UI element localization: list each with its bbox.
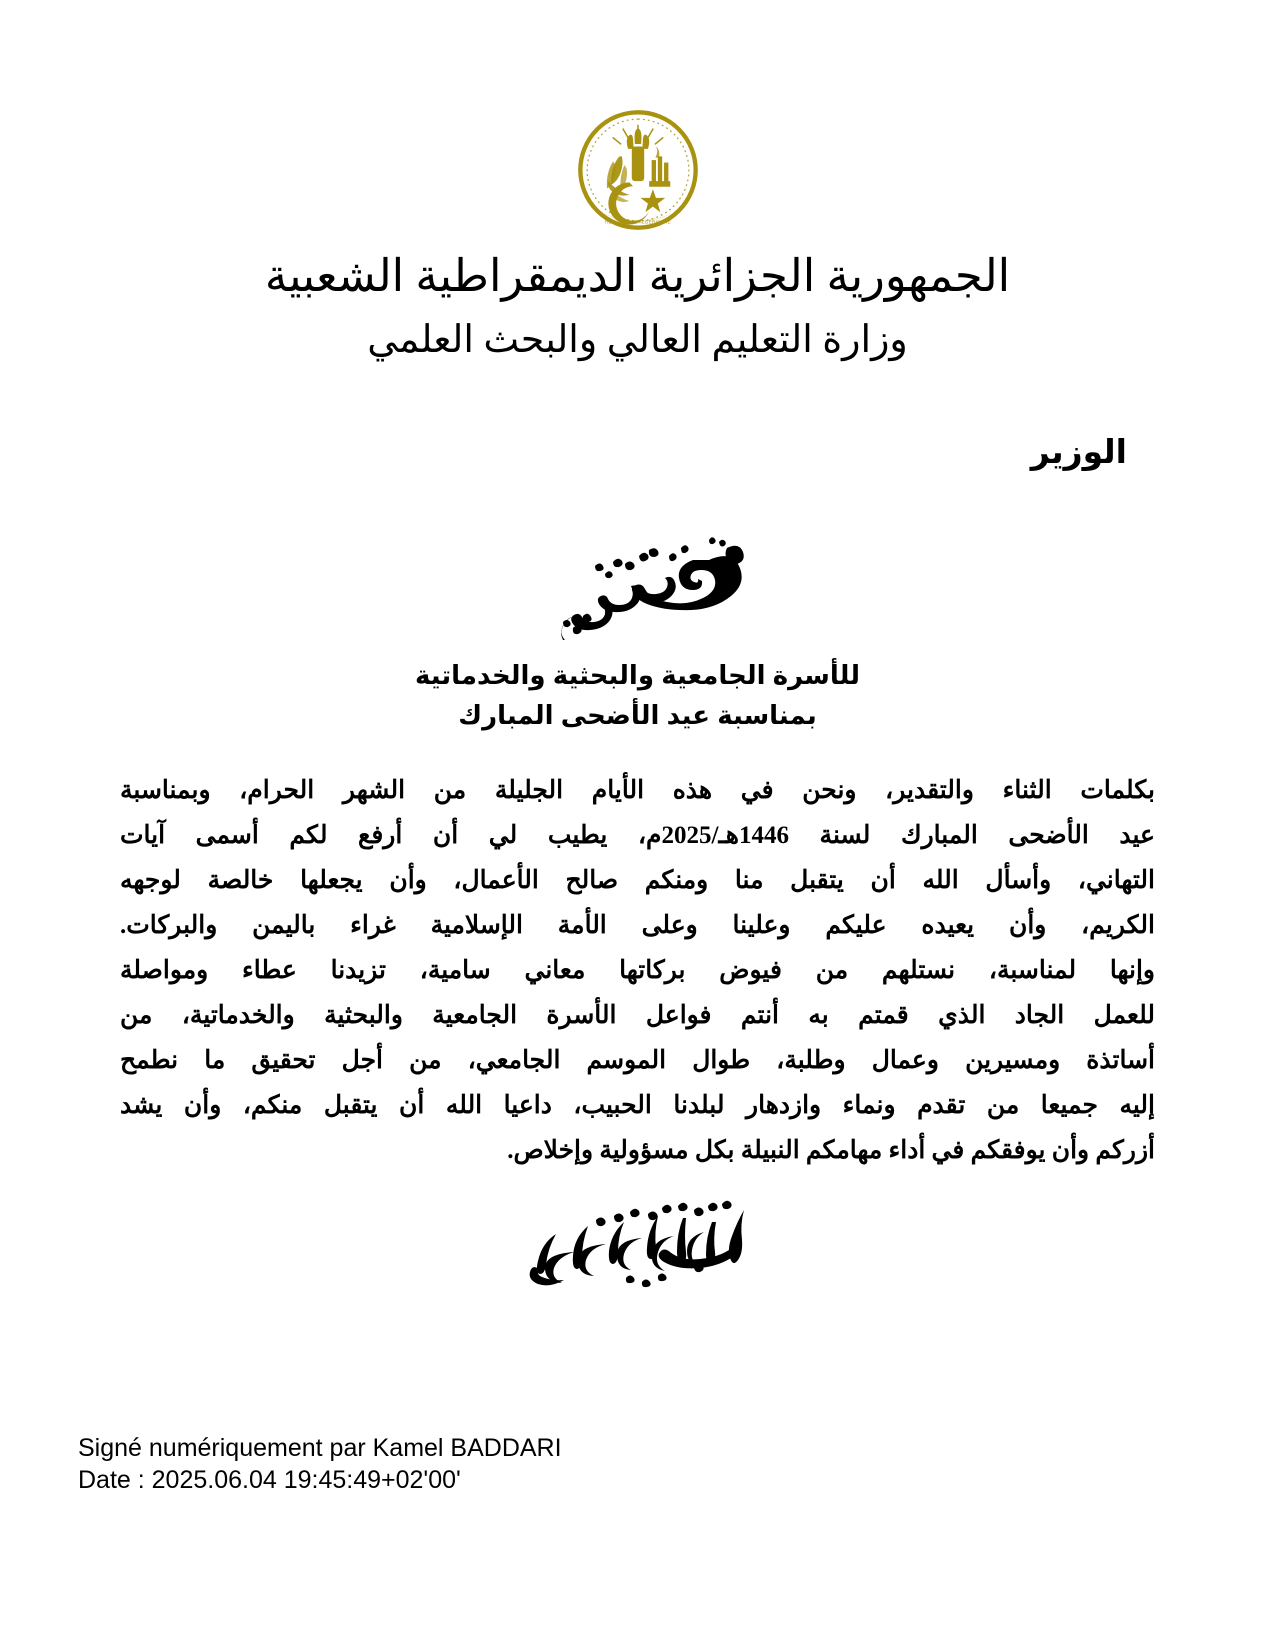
ministry-title: وزارة التعليم العالي والبحث العلمي (367, 318, 908, 361)
emblem-container (0, 108, 1275, 232)
calligraphy-title-container (0, 520, 1275, 645)
subtitle-line-2: بمناسبة عيد الأضحى المبارك (458, 700, 817, 731)
body-line: بكلمات الثناء والتقدير، ونحن في هذه الأيام الجليلة من الشهر الحرام، وبمناسبة (120, 777, 1155, 804)
body-line: الكريم، وأن يعيده عليكم وعلينا وعلى الأمة الإسلامية غراء باليمن والبركات. (120, 912, 1155, 939)
body-line: التهاني، وأسأل الله أن يتقبل منا ومنكم صالح الأعمال، وأن يجعلها خالصة لوجهه (120, 867, 1155, 894)
calligraphy-footer-container (0, 1192, 1275, 1307)
body-line: عيد الأضحى المبارك لسنة 1446هـ/2025م، يطيب لي أن أرفع لكم أسمى آيات (120, 822, 1155, 849)
signature-date: Date : 2025.06.04 19:45:49+02'00' (78, 1466, 461, 1494)
arabic-calligraphy-kol-aam-wa-antom-bikhair-icon (508, 1192, 768, 1302)
signature-signer: Signé numériquement par Kamel BADDARI (78, 1434, 562, 1462)
minister-label: الوزير (1030, 433, 1127, 470)
letter-body (120, 768, 1155, 1173)
body-line: أزركم وأن يوفقكم في أداء مهامكم النبيلة بكل مسؤولية وإخلاص. (507, 1137, 1155, 1164)
digital-signature-block (78, 1432, 562, 1496)
subtitle-block (0, 655, 1275, 736)
body-line: للعمل الجاد الذي قمتم به أنتم فواعل الأسرة الجامعية والبحثية والخدماتية، من (120, 1002, 1155, 1029)
body-line: وإنها لمناسبة، نستلهم من فيوض بركاتها معاني سامية، تزيدنا عطاء ومواصلة (120, 957, 1155, 984)
arabic-calligraphy-tahniya-icon (513, 520, 763, 640)
republic-title: الجمهورية الجزائرية الديمقراطية الشعبية (264, 251, 1011, 301)
subtitle-line-1: للأسرة الجامعية والبحثية والخدماتية (414, 660, 860, 690)
document-header (0, 246, 1275, 368)
svg-text:REPUBLIQUE ALGERIENNE: REPUBLIQUE ALGERIENNE (604, 219, 671, 225)
algeria-national-emblem-icon (576, 108, 700, 232)
body-line: إليه جميعا من تقدم ونماء وازدهار لبلدنا الحبيب، داعيا الله أن يتقبل منكم، وأن يشد (120, 1092, 1155, 1119)
body-line: أساتذة ومسيرين وعمال وطلبة، طوال الموسم الجامعي، من أجل تحقيق ما نطمح (120, 1047, 1155, 1074)
